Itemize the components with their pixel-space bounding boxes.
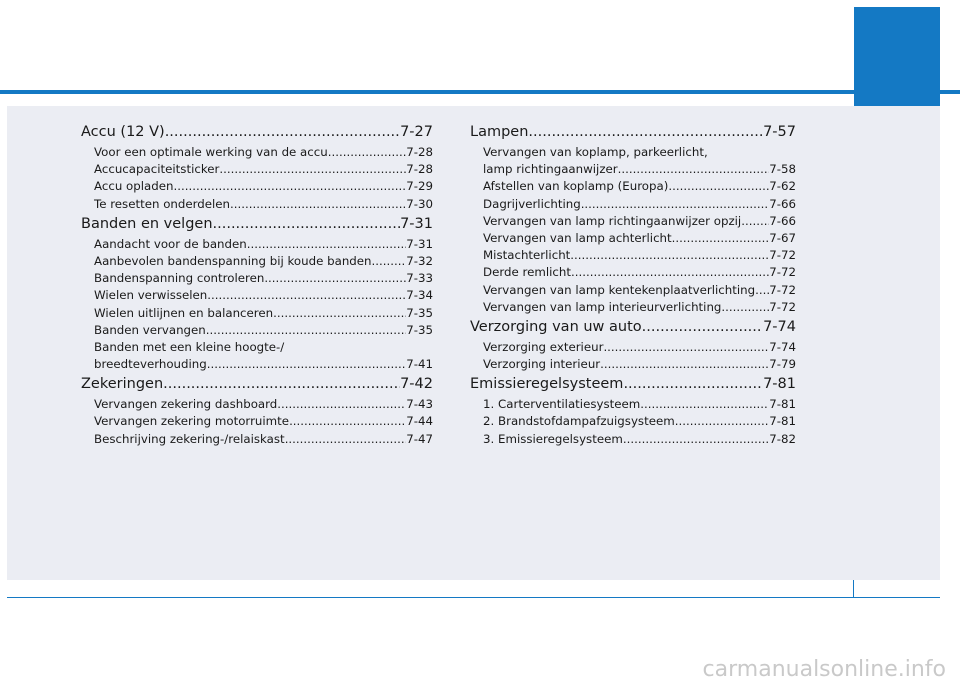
toc-section-heading[interactable] <box>81 121 433 144</box>
toc-entry-title: Vervangen van koplamp, parkeerlicht, <box>483 145 708 159</box>
toc-entry[interactable] <box>470 356 796 373</box>
toc-entry[interactable] <box>470 161 796 178</box>
toc-dot-leader <box>289 413 406 430</box>
toc-dot-leader <box>174 178 407 195</box>
toc-entry-title: Lampen <box>470 124 529 140</box>
toc-entry[interactable] <box>81 270 433 287</box>
toc-entry-title: 2. Brandstofdampafzuigsysteem <box>483 414 675 429</box>
toc-entry-title: Dagrijverlichting <box>483 196 581 211</box>
toc-dot-leader <box>372 253 407 270</box>
toc-entry-title: Accu (12 V) <box>81 124 165 140</box>
toc-page-number: 7-66 <box>769 196 796 211</box>
toc-page-number: 7-28 <box>406 162 433 177</box>
toc-entry[interactable] <box>470 264 796 281</box>
toc-page-number: 7-72 <box>769 248 796 263</box>
toc-entry-title: 1. Carterventilatiesysteem <box>483 397 641 412</box>
toc-page-number: 7-35 <box>406 322 433 337</box>
chapter-tab <box>854 7 940 106</box>
toc-dot-leader <box>206 322 406 339</box>
toc-dot-leader <box>328 144 406 161</box>
toc-entry-title: Banden vervangen <box>94 322 206 337</box>
toc-dot-leader <box>219 161 406 178</box>
toc-dot-leader <box>755 282 769 299</box>
toc-page-number: 7-72 <box>769 282 796 297</box>
watermark: carmanualsonline.info <box>702 657 946 682</box>
toc-dot-leader <box>640 396 769 413</box>
toc-left-column <box>81 121 433 448</box>
toc-entry[interactable] <box>81 178 433 195</box>
toc-dot-leader <box>207 356 406 373</box>
toc-dot-leader <box>247 236 406 253</box>
toc-entry[interactable] <box>81 161 433 178</box>
toc-entry-title: Derde remlicht <box>483 265 571 280</box>
toc-page-number: 7-44 <box>406 414 433 429</box>
toc-page-number: 7-33 <box>406 271 433 286</box>
toc-entry[interactable] <box>470 213 796 230</box>
toc-dot-leader <box>721 299 769 316</box>
toc-entry[interactable] <box>81 322 433 339</box>
toc-dot-leader <box>741 213 769 230</box>
toc-entry[interactable] <box>470 282 796 299</box>
toc-dot-leader <box>528 121 763 144</box>
toc-dot-leader <box>285 431 407 448</box>
toc-entry[interactable] <box>81 144 433 161</box>
toc-dot-leader <box>603 339 769 356</box>
toc-entry-title: Vervangen van lamp richtingaanwijzer opzij <box>483 213 742 228</box>
toc-entry[interactable] <box>470 144 796 161</box>
toc-page-number: 7-43 <box>406 397 433 412</box>
toc-page-number: 7-81 <box>763 376 796 393</box>
toc-entry-title: Verzorging van uw auto <box>470 318 642 335</box>
header-rule <box>0 90 960 94</box>
toc-page-number: 7-74 <box>769 339 796 354</box>
toc-page-number: 7-31 <box>400 215 433 232</box>
toc-dot-leader <box>571 264 769 281</box>
toc-right-column <box>470 121 796 448</box>
toc-entry-title: Vervangen zekering motorruimte <box>94 414 290 429</box>
toc-entry[interactable] <box>81 356 433 373</box>
toc-entry-title: Afstellen van koplamp (Europa) <box>483 179 669 194</box>
toc-entry-title: breedteverhouding <box>94 357 207 372</box>
toc-entry-title: Vervangen van lamp interieurverlichting <box>483 299 722 314</box>
toc-entry-title: lamp richtingaanwijzer <box>483 162 618 177</box>
toc-entry[interactable] <box>470 299 796 316</box>
toc-entry-title: Vervangen van lamp achterlicht <box>483 230 672 245</box>
toc-entry-title: Beschrijving zekering-/relaiskast <box>94 431 285 446</box>
toc-entry-title: Te resetten onderdelen <box>94 196 231 211</box>
toc-page-number: 7-35 <box>406 305 433 320</box>
toc-section-heading[interactable] <box>470 316 796 339</box>
toc-dot-leader <box>207 287 406 304</box>
toc-dot-leader <box>165 121 400 144</box>
toc-section-heading[interactable] <box>470 373 796 396</box>
toc-page-number: 7-30 <box>406 196 433 211</box>
toc-page-number: 7-42 <box>400 376 433 393</box>
toc-dot-leader <box>672 230 770 247</box>
toc-entry[interactable] <box>81 339 433 356</box>
toc-page-number: 7-31 <box>406 236 433 251</box>
toc-entry-title: Aandacht voor de banden <box>94 236 247 251</box>
toc-dot-leader <box>618 161 770 178</box>
toc-entry[interactable] <box>470 396 796 413</box>
toc-page-number: 7-32 <box>406 253 433 268</box>
toc-page-number: 7-82 <box>769 431 796 446</box>
toc-dot-leader <box>273 305 406 322</box>
toc-entry-title: 3. Emissieregelsysteem <box>483 431 623 446</box>
toc-entry-title: Wielen verwisselen <box>94 288 208 303</box>
toc-entry-title: Bandenspanning controleren <box>94 271 265 286</box>
toc-dot-leader <box>623 373 763 396</box>
toc-page-number: 7-66 <box>769 213 796 228</box>
footer-rule <box>7 597 940 598</box>
toc-dot-leader <box>675 413 770 430</box>
toc-dot-leader <box>264 270 406 287</box>
toc-entry-title: Zekeringen <box>81 376 164 393</box>
toc-entry-title: Voor een optimale werking van de accu <box>94 145 328 159</box>
toc-page-number: 7-34 <box>406 288 433 303</box>
toc-entry[interactable] <box>81 413 433 430</box>
toc-entry[interactable] <box>81 287 433 304</box>
toc-entry-title: Aanbevolen bandenspanning bij koude banden <box>94 253 372 268</box>
toc-entry[interactable] <box>470 230 796 247</box>
toc-page-number: 7-41 <box>406 357 433 372</box>
toc-entry[interactable] <box>81 253 433 270</box>
toc-page-number: 7-81 <box>769 414 796 429</box>
toc-section-heading[interactable] <box>470 121 796 144</box>
toc-entry-title: Verzorging interieur <box>483 357 601 372</box>
toc-page-number: 7-79 <box>769 357 796 372</box>
toc-entry[interactable] <box>81 396 433 413</box>
toc-entry-title: Accucapaciteitsticker <box>94 162 220 177</box>
toc-entry[interactable] <box>470 431 796 448</box>
toc-dot-leader <box>163 373 400 396</box>
toc-page-number: 7-29 <box>406 179 433 194</box>
toc-page-number: 7-58 <box>769 162 796 177</box>
toc-page-number: 7-57 <box>763 124 796 140</box>
toc-page-number: 7-74 <box>763 318 796 335</box>
toc-entry[interactable] <box>81 305 433 322</box>
toc-entry-title: Accu opladen <box>94 179 174 194</box>
toc-entry[interactable] <box>470 178 796 195</box>
toc-entry-title: Banden en velgen <box>81 215 213 232</box>
toc-page-number: 7-81 <box>769 397 796 412</box>
toc-entry[interactable] <box>470 247 796 264</box>
toc-page-number: 7-72 <box>769 265 796 280</box>
toc-entry[interactable] <box>470 196 796 213</box>
toc-entry-title: Emissieregelsysteem <box>470 376 624 393</box>
toc-page-number: 7-47 <box>406 431 433 446</box>
toc-entry-title: Verzorging exterieur <box>483 339 604 354</box>
toc-page-number: 7-67 <box>769 230 796 245</box>
toc-dot-leader <box>668 178 769 195</box>
toc-section-heading[interactable] <box>81 373 433 396</box>
toc-entry[interactable] <box>81 236 433 253</box>
toc-dot-leader <box>277 396 406 413</box>
toc-dot-leader <box>623 431 769 448</box>
toc-entry-title: Mistachterlicht <box>483 248 571 263</box>
toc-entry[interactable] <box>81 431 433 448</box>
toc-dot-leader <box>230 196 406 213</box>
toc-dot-leader <box>581 196 770 213</box>
toc-dot-leader <box>213 213 401 236</box>
toc-page-number: 7-27 <box>400 124 433 140</box>
toc-dot-leader <box>600 356 769 373</box>
toc-section-heading[interactable] <box>81 213 433 236</box>
toc-page-number: 7-62 <box>769 179 796 194</box>
toc-dot-leader <box>570 247 769 264</box>
toc-dot-leader <box>642 316 763 339</box>
toc-entry[interactable] <box>81 196 433 213</box>
toc-entry[interactable] <box>470 339 796 356</box>
toc-page-number: 7-72 <box>769 299 796 314</box>
toc-entry-title: Vervangen zekering dashboard <box>94 397 278 412</box>
toc-page-number: 7-28 <box>406 145 433 159</box>
toc-entry[interactable] <box>470 413 796 430</box>
toc-entry-title: Vervangen van lamp kentekenplaatverlichting <box>483 282 756 297</box>
toc-entry-title: Wielen uitlijnen en balanceren <box>94 305 274 320</box>
toc-entry-title: Banden met een kleine hoogte-/ <box>94 339 285 354</box>
